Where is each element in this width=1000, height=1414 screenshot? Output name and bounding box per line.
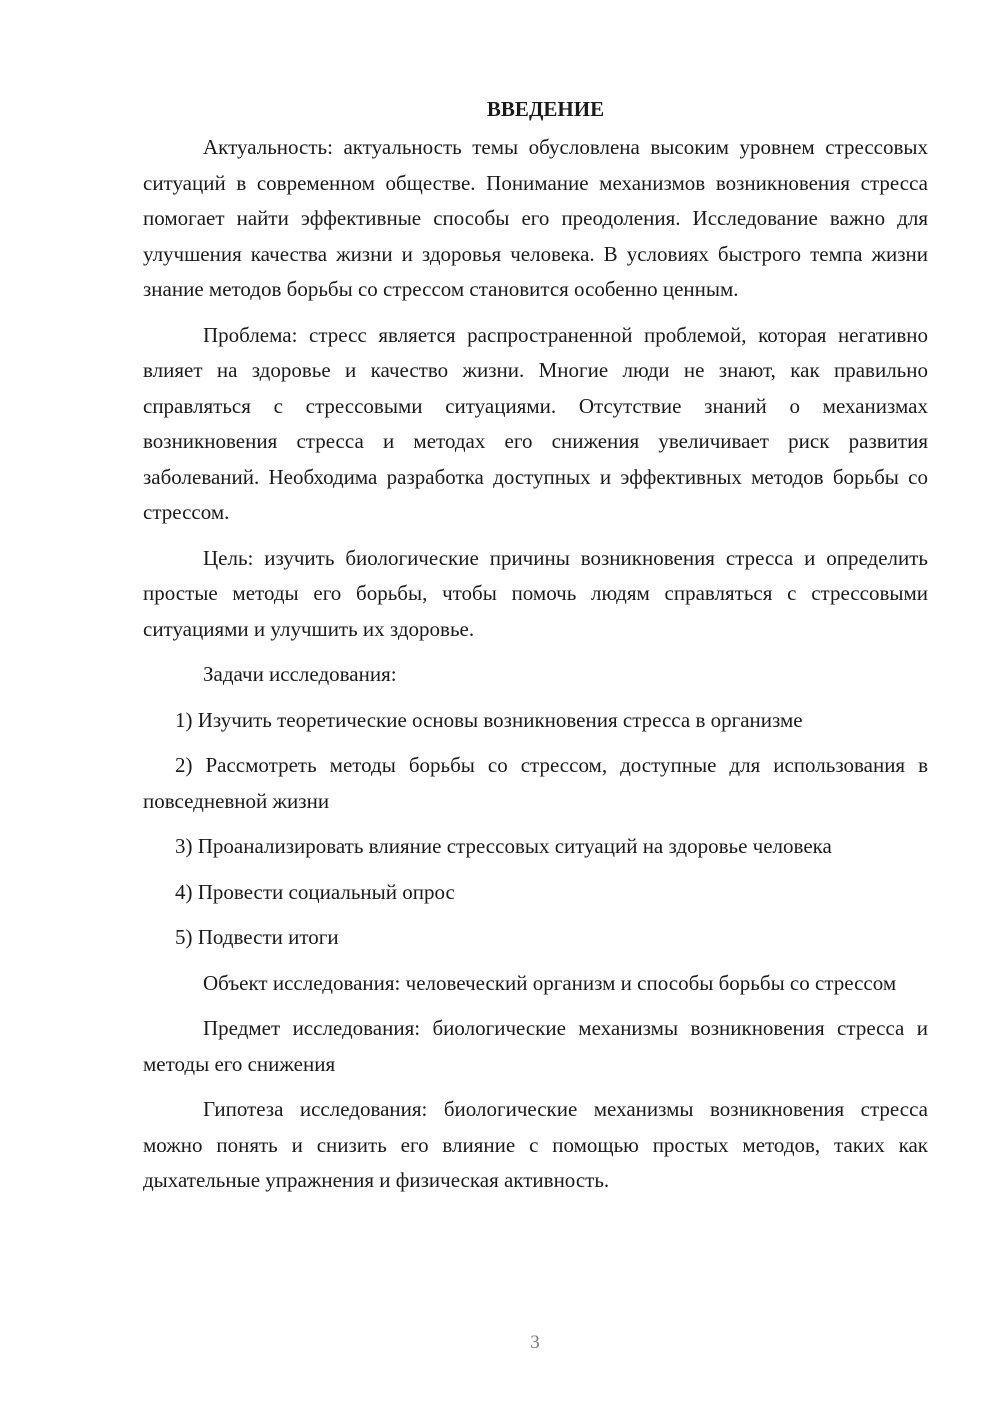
page-content xyxy=(143,92,928,1209)
task-item-1: 1) Изучить теоретические основы возникновения стресса в организме xyxy=(175,707,803,732)
relevance-paragraph: Актуальность: актуальность темы обусловлена высоким уровнем стрессовых ситуаций в современном обществе. Понимание механизмов возникновения стресса помогает найти эффективные способы его преодоления. Исследование важно для улучшения качества жизни и здоровья человека. В условиях быстрого темпа жизни знание методов борьбы со стрессом становится особенно ценным. xyxy=(143,135,928,301)
problem-paragraph: Проблема: стресс является распространенной проблемой, которая негативно влияет на здоровье и качество жизни. Многие люди не знают, как правильно справляться с стрессовыми ситуациями. Отсутствие знаний о механизмах возникновения стресса и методах его снижения увеличивает риск развития заболеваний. Необходима разработка доступных и эффективных методов борьбы со стрессом. xyxy=(143,322,928,524)
subject-paragraph: Предмет исследования: биологические механизмы возникновения стресса и методы его снижения xyxy=(143,1016,928,1076)
hypothesis-paragraph: Гипотеза исследования: биологические механизмы возникновения стресса можно понять и снизить его влияние с помощью простых методов, таких как дыхательные упражнения и физическая активность. xyxy=(143,1097,928,1192)
task-item-4: 4) Провести социальный опрос xyxy=(175,879,455,904)
task-item-2: 2) Рассмотреть методы борьбы со стрессом, доступные для использования в повседневной жизни xyxy=(143,753,928,813)
tasks-heading: Задачи исследования: xyxy=(203,662,397,686)
object-paragraph: Объект исследования: человеческий организм и способы борьбы со стрессом xyxy=(203,970,897,995)
page-number: 3 xyxy=(530,1332,540,1353)
page-title: ВВЕДЕНИЕ xyxy=(486,97,605,121)
task-item-3: 3) Проанализировать влияние стрессовых ситуаций на здоровье человека xyxy=(175,834,832,858)
goal-paragraph: Цель: изучить биологические причины возникновения стресса и определить простые методы его борьбы, чтобы помочь людям справляться с стрессовыми ситуациями и улучшить их здоровье. xyxy=(143,545,928,641)
task-item-5: 5) Подвести итоги xyxy=(175,925,339,949)
